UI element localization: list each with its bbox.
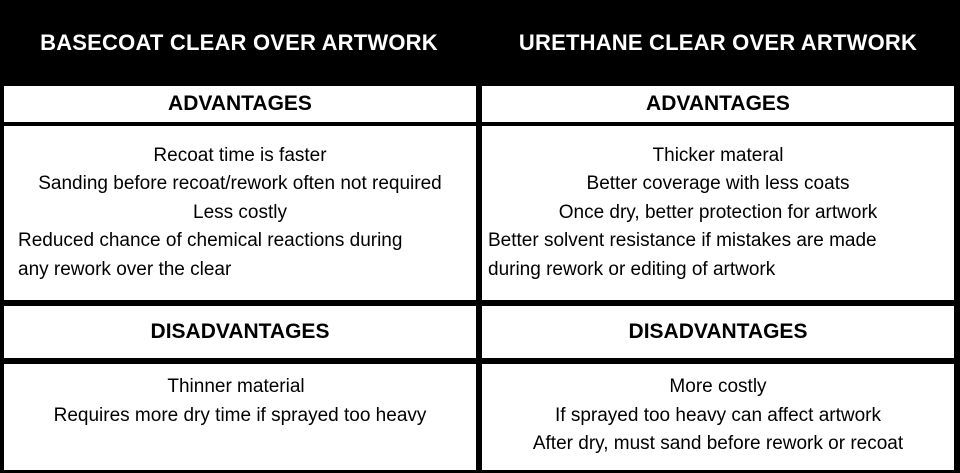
- urethane-column-header: URETHANE CLEAR OVER ARTWORK: [518, 30, 918, 55]
- basecoat-disadvantages-heading: DISADVANTAGES: [4, 306, 476, 358]
- urethane-disadvantages-list: [482, 364, 954, 470]
- urethane-advantages-list: [482, 126, 954, 300]
- urethane-advantage-2: Better coverage with less coats: [586, 173, 850, 195]
- urethane-advantage-1: Thicker materal: [652, 144, 784, 166]
- urethane-disadvantage-1: More costly: [669, 376, 767, 397]
- urethane-disadvantages-heading: DISADVANTAGES: [482, 306, 954, 358]
- basecoat-advantage-5: any rework over the clear: [18, 258, 232, 280]
- urethane-advantage-4: Better solvent resistance if mistakes are made: [488, 230, 877, 252]
- basecoat-column-header: BASECOAT CLEAR OVER ARTWORK: [40, 30, 438, 55]
- basecoat-advantage-2: Sanding before recoat/rework often not required: [38, 173, 442, 195]
- basecoat-advantage-3: Less costly: [193, 201, 287, 223]
- basecoat-advantages-heading: ADVANTAGES: [4, 86, 476, 122]
- urethane-advantage-3: Once dry, better protection for artwork: [558, 201, 878, 223]
- basecoat-disadvantages-list: [4, 364, 476, 470]
- basecoat-advantage-4: Reduced chance of chemical reactions during: [18, 230, 403, 252]
- urethane-advantages-heading: ADVANTAGES: [482, 86, 954, 122]
- basecoat-advantage-1: Recoat time is faster: [153, 144, 327, 166]
- basecoat-disadvantage-2: Requires more dry time if sprayed too heavy: [53, 404, 427, 426]
- urethane-disadvantage-3: After dry, must sand before rework or recoat: [532, 433, 904, 454]
- urethane-advantage-5: during rework or editing of artwork: [488, 258, 776, 280]
- basecoat-advantages-list: [4, 126, 476, 300]
- urethane-disadvantage-2: If sprayed too heavy can affect artwork: [555, 404, 881, 426]
- basecoat-disadvantage-1: Thinner material: [167, 376, 305, 397]
